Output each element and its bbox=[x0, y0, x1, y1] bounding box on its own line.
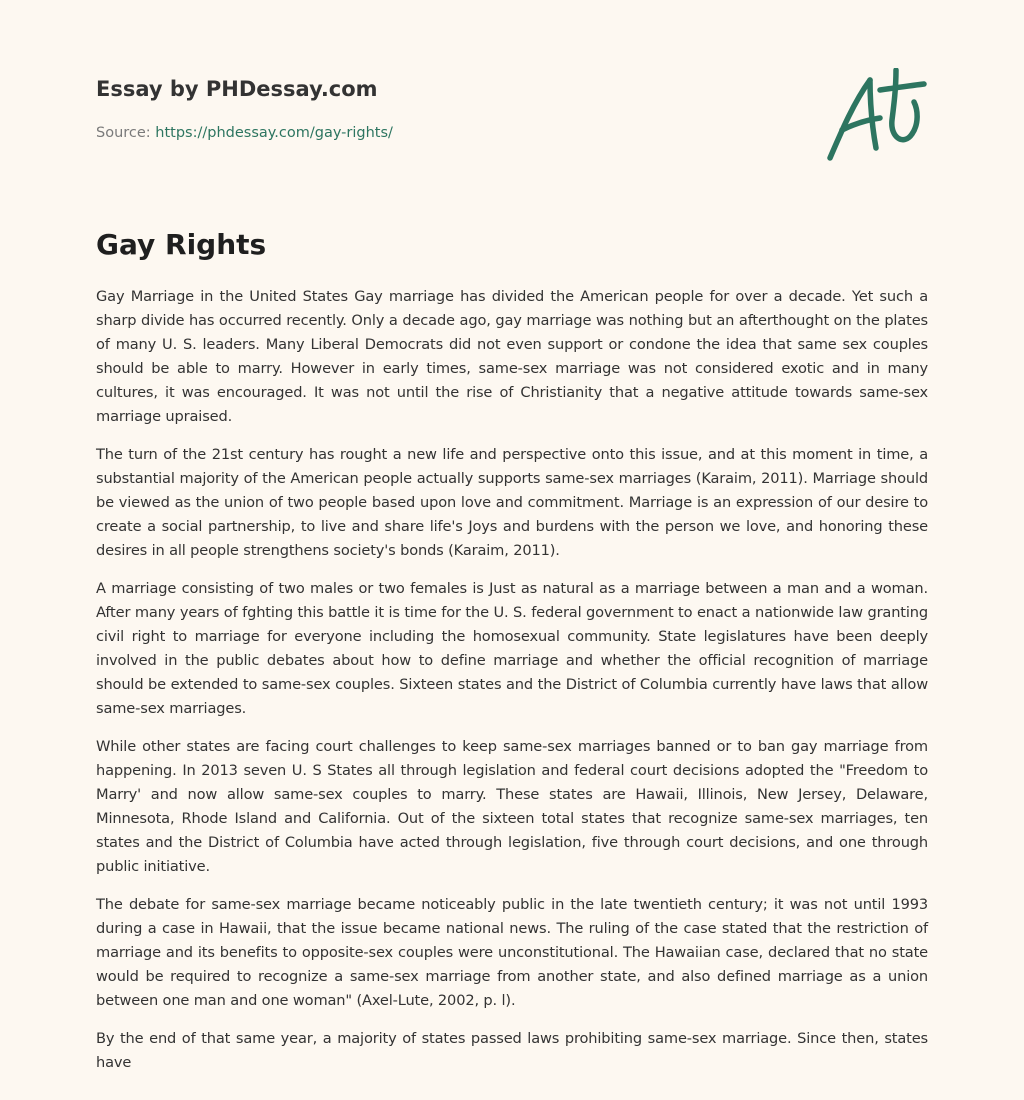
source-link[interactable]: https://phdessay.com/gay-rights/ bbox=[155, 125, 393, 141]
page-header bbox=[96, 74, 928, 174]
essay-paragraph: The turn of the 21st century has rought a new life and perspective onto this issue, and at this moment in time, a substantial majority of the American people actually supports same-sex marriages (Karaim, 2011). Marriage should be viewed as the union of two people based upon love and commitment. Marriage is an expression of our desire to create a social partnership, to live and share life's Joys and burdens with the person we love, and honoring these desires in all people strengthens society's bonds (Karaim, 2011). bbox=[96, 446, 928, 559]
essay-paragraph: A marriage consisting of two males or two females is Just as natural as a marriage between a man and a woman. After many years of fghting this battle it is time for the U. S. federal government to enact a nationwide law granting civil right to marriage for everyone including the homosexual community. State legislatures have been deeply involved in the public debates about how to define marriage and whether the official recognition of marriage should be extended to same-sex couples. Sixteen states and the District of Columbia currently have laws that allow same-sex marriages. bbox=[96, 580, 928, 717]
source-label: Source: bbox=[96, 125, 151, 141]
essay-paragraph: While other states are facing court challenges to keep same-sex marriages banned or to ban gay marriage from happening. In 2013 seven U. S States all through legislation and federal court decisions adopted the "Freedom to Marry' and now allow same-sex couples to marry. These states are Hawaii, Illinois, New Jersey, Delaware, Minnesota, Rhode Island and California. Out of the sixteen total states that recognize same-sex marriages, ten states and the District of Columbia have acted through legislation, five through court decisions, and one through public initiative. bbox=[96, 738, 928, 875]
essay-body bbox=[96, 285, 928, 1089]
a-plus-logo-icon bbox=[824, 68, 928, 164]
site-brand: Essay by PHDessay.com bbox=[96, 77, 378, 101]
essay-title: Gay Rights bbox=[96, 228, 267, 261]
source-line bbox=[96, 123, 393, 143]
essay-paragraph: Gay Marriage in the United States Gay marriage has divided the American people for over a decade. Yet such a sharp divide has occurred recently. Only a decade ago, gay marriage was nothing but an afterthought on the plates of many U. S. leaders. Many Liberal Democrats did not even support or condone the idea that same sex couples should be able to marry. However in early times, same-sex marriage was not considered exotic and in many cultures, it was encouraged. It was not until the rise of Christianity that a negative attitude towards same-sex marriage upraised. bbox=[96, 288, 928, 425]
essay-paragraph: By the end of that same year, a majority of states passed laws prohibiting same-sex marriage. Since then, states have bbox=[96, 1030, 928, 1071]
essay-paragraph: The debate for same-sex marriage became noticeably public in the late twentieth century; it was not until 1993 during a case in Hawaii, that the issue became national news. The ruling of the case stated that the restriction of marriage and its benefits to opposite-sex couples were unconstitutional. The Hawaiian case, declared that no state would be required to recognize a same-sex marriage from another state, and also defined marriage as a union between one man and one woman" (Axel-Lute, 2002, p. l). bbox=[96, 896, 928, 1009]
